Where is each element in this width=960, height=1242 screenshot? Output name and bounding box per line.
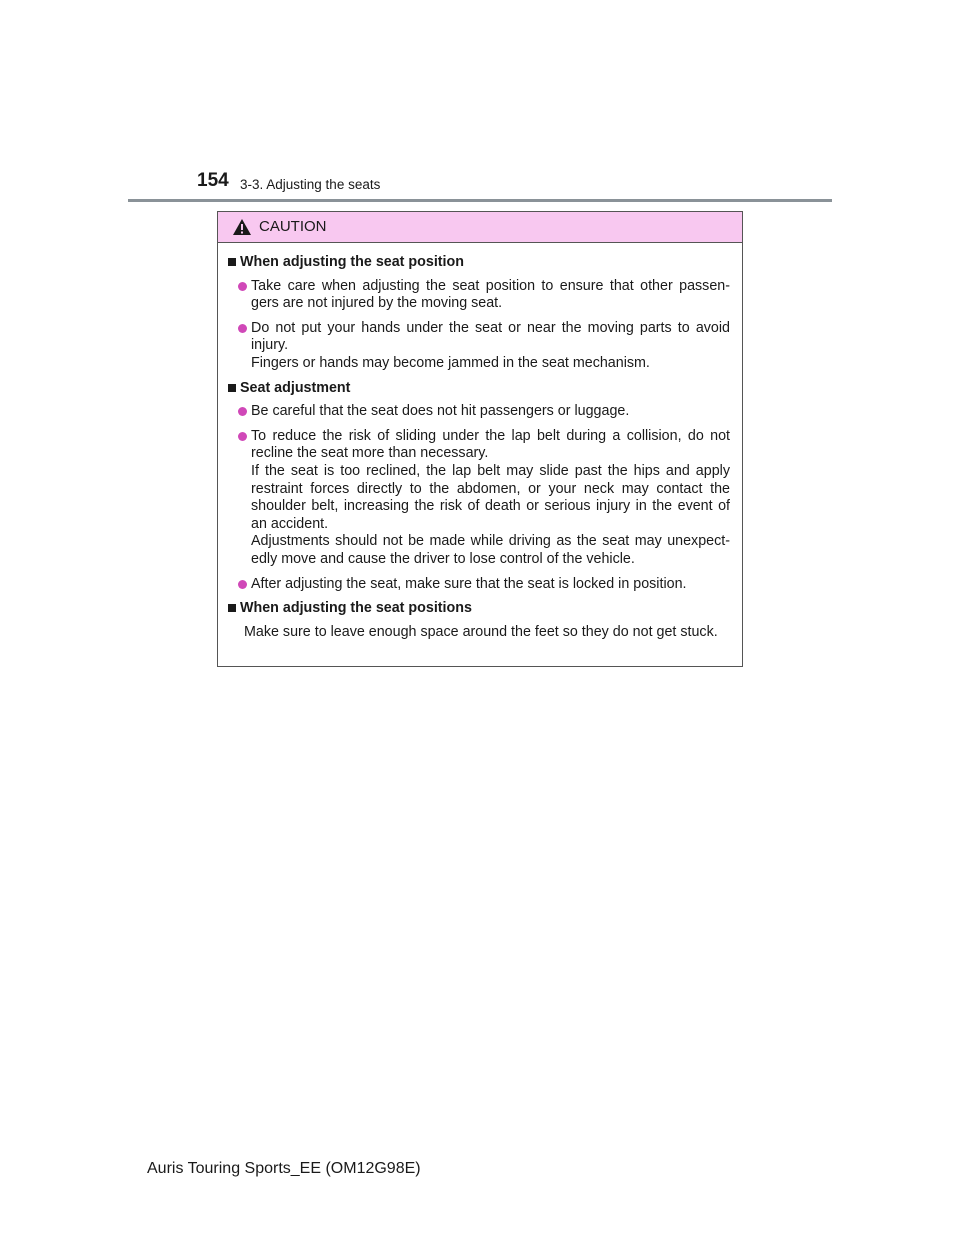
bullet-text: Fingers or hands may become jammed in the seat mechanism.: [251, 354, 650, 371]
bullet-item: [226, 278, 730, 313]
section-text: [226, 624, 730, 642]
caution-header: [218, 212, 742, 243]
bullet-dot-icon: [238, 324, 247, 333]
bullet-text: If the seat is too reclined, the lap belt may slide past the hips and apply restraint forces directly to the abdomen, or your neck may contact the shoulder belt, increasing the risk of death or serious injury in the event of an accident.: [251, 462, 730, 532]
plain-text: Make sure to leave enough space around the feet so they do not get stuck.: [244, 623, 718, 640]
bullet-text: Take care when adjusting the seat position to ensure that other passen-gers are not injured by the moving seat.: [251, 277, 730, 312]
bullet-text: Be careful that the seat does not hit passengers or luggage.: [251, 403, 630, 420]
footer-model: Auris Touring Sports_EE (OM12G98E): [147, 1160, 421, 1177]
bullet-item: [226, 403, 730, 421]
bullet-dot-icon: [238, 282, 247, 291]
warning-triangle-icon: [232, 218, 252, 236]
bullet-text: Adjustments should not be made while driving as the seat may unexpect-edly move and cause the driver to lose control of the vehicle.: [251, 533, 730, 567]
header-rule: [128, 199, 832, 202]
bullet-item: [226, 428, 730, 569]
bullet-item: [226, 320, 730, 373]
bullet-text: After adjusting the seat, make sure that the seat is locked in position.: [251, 575, 687, 592]
bullet-item: [226, 576, 730, 594]
caution-body: [218, 243, 742, 641]
bullet-dot-icon: [238, 580, 247, 589]
section-heading: When adjusting the seat position: [226, 254, 730, 272]
page-number: 154: [197, 170, 229, 191]
section-heading: Seat adjustment: [226, 380, 730, 398]
caution-box: [217, 211, 743, 667]
bullet-text: Do not put your hands under the seat or near the moving parts to avoid injury.: [251, 319, 730, 354]
footer-site-watermark[interactable]: carmanualsonline.info: [693, 1227, 820, 1242]
bullet-text: To reduce the risk of sliding under the lap belt during a collision, do not recline the seat more than necessary.: [251, 427, 730, 462]
caution-label: CAUTION: [259, 218, 327, 235]
bullet-dot-icon: [238, 432, 247, 441]
bullet-dot-icon: [238, 407, 247, 416]
section-title: 3-3. Adjusting the seats: [240, 177, 381, 192]
section-heading: When adjusting the seat positions: [226, 600, 730, 618]
